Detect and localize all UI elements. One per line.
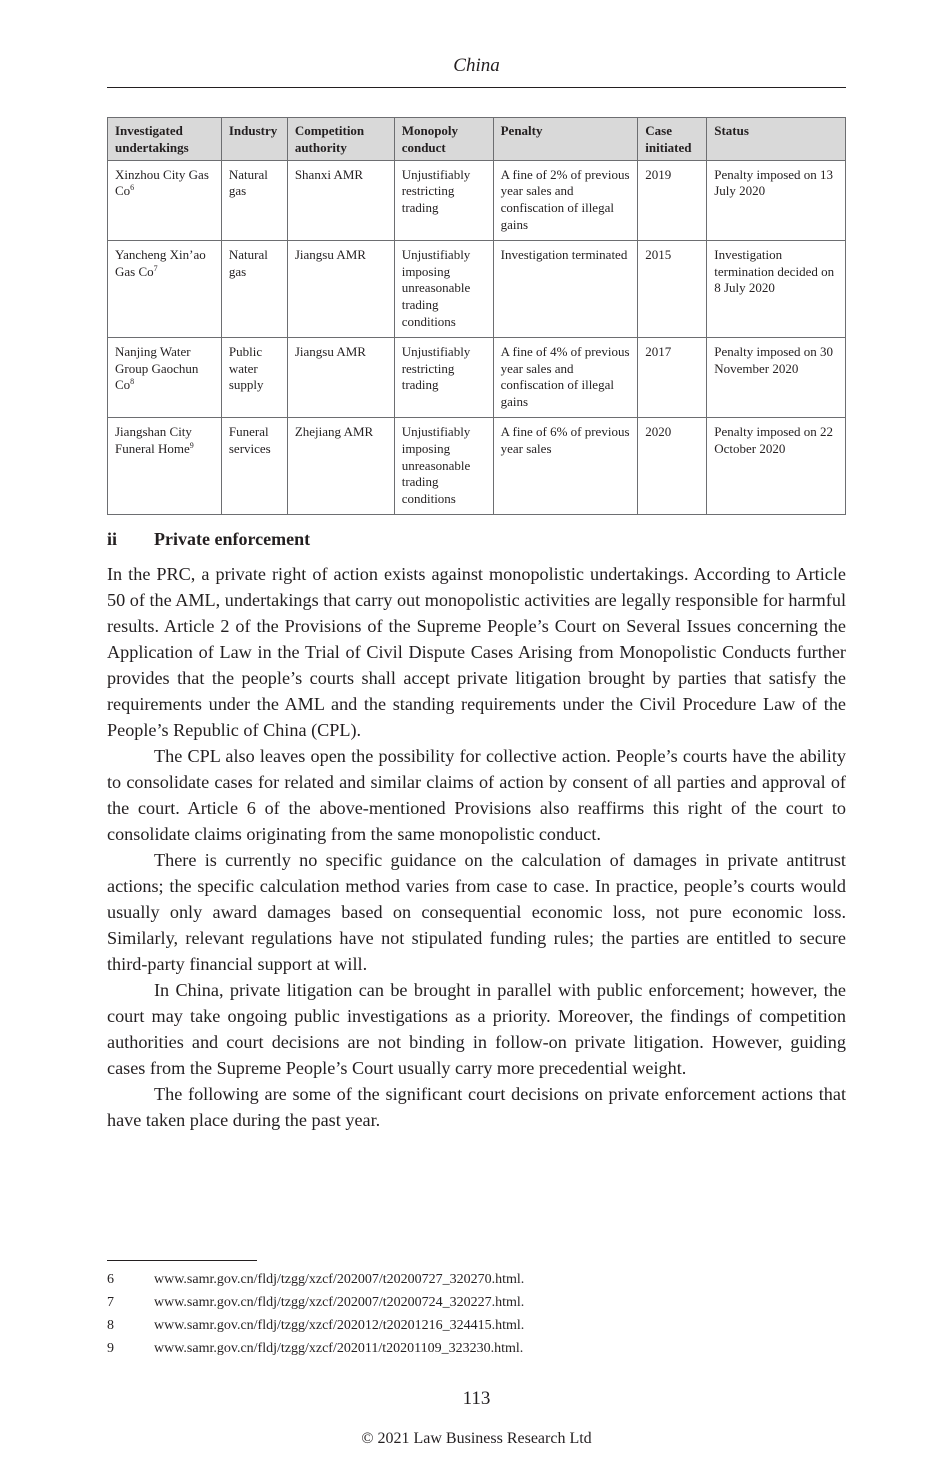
initiated-cell: 2015 (638, 240, 707, 337)
footnote-number: 6 (107, 1272, 114, 1287)
initiated-cell: 2017 (638, 337, 707, 417)
section-title: Private enforcement (154, 529, 311, 549)
status-cell: Investigation termination decided on 8 July 2020 (707, 240, 846, 337)
industry-cell: Natural gas (221, 160, 287, 240)
industry-cell: Public water supply (221, 337, 287, 417)
undertaking-name: Jiangshan City Funeral Home (115, 423, 192, 456)
authority-cell: Jiangsu AMR (287, 240, 394, 337)
paragraph: In China, private litigation can be brought in parallel with public enforcement; however, the court may take ongoing public investigations as a priority. Moreover, the findings of competition authorities and court decisions are not binding in follow-on private litigation. However, guiding cases from the Supreme People’s Court usually carry more precedential weight. (107, 980, 846, 1078)
table-row (108, 240, 846, 337)
footnote-ref[interactable]: 9 (189, 440, 194, 450)
footnote-number: 7 (107, 1295, 114, 1310)
footnote-url[interactable]: www.samr.gov.cn/fldj/tzgg/xzcf/202007/t20200727_320270.html. (154, 1272, 525, 1287)
section-heading (107, 529, 310, 550)
body-text (107, 561, 846, 1133)
undertaking-name: Xinzhou City Gas Co (115, 166, 209, 199)
footnote-url[interactable]: www.samr.gov.cn/fldj/tzgg/xzcf/202012/t20201216_324415.html. (154, 1318, 525, 1333)
footnote (107, 1314, 846, 1337)
undertaking-cell (108, 337, 222, 417)
authority-cell: Shanxi AMR (287, 160, 394, 240)
paragraph: There is currently no specific guidance on the calculation of damages in private antitrust actions; the specific calculation method varies from case to case. In practice, people’s courts would usually only award damages based on consequential economic loss, not pure economic loss. Similarly, relevant regulations have not stipulated funding rules; the parties are entitled to secure third-party financial support at will. (107, 850, 846, 974)
paragraph: The CPL also leaves open the possibility for collective action. People’s courts have the ability to consolidate cases for related and similar claims of action by consent of all parties and approval of the court. Article 6 of the above-mentioned Provisions also reaffirms this right of the court to consolidate claims originating from the same monopolistic conduct. (107, 746, 846, 844)
column-header: Industry (221, 118, 287, 161)
undertaking-cell (108, 417, 222, 514)
section-number: ii (107, 529, 118, 549)
conduct-cell: Unjustifiably imposing unreasonable trading conditions (394, 240, 493, 337)
conduct-cell: Unjustifiably restricting trading (394, 337, 493, 417)
undertaking-cell (108, 160, 222, 240)
industry-cell: Funeral services (221, 417, 287, 514)
footnote-number: 9 (107, 1341, 114, 1356)
running-head: China (453, 55, 500, 76)
table-row (108, 337, 846, 417)
penalty-cell: Investigation terminated (493, 240, 638, 337)
column-header: Monopoly conduct (394, 118, 493, 161)
initiated-cell: 2020 (638, 417, 707, 514)
conduct-cell: Unjustifiably imposing unreasonable trading conditions (394, 417, 493, 514)
penalty-cell: A fine of 4% of previous year sales and confiscation of illegal gains (493, 337, 638, 417)
footnote-ref[interactable]: 8 (130, 377, 135, 387)
footnote-ref[interactable]: 6 (130, 183, 135, 193)
page-number: 113 (462, 1388, 491, 1409)
industry-cell: Natural gas (221, 240, 287, 337)
header-rule (107, 87, 846, 88)
footnote-ref[interactable]: 7 (153, 263, 158, 273)
footnote (107, 1268, 846, 1291)
penalty-cell: A fine of 6% of previous year sales (493, 417, 638, 514)
column-header: Penalty (493, 118, 638, 161)
paragraph: The following are some of the significant court decisions on private enforcement actions that have taken place during the past year. (107, 1084, 846, 1130)
paragraph: In the PRC, a private right of action exists against monopolistic undertakings. According to Article 50 of the AML, undertakings that carry out monopolistic activities are legally responsible for harmful results. Article 2 of the Provisions of the Supreme People’s Court on Several Issues concerning the Application of Law in the Trial of Civil Dispute Cases Arising from Monopolistic Conducts further provides that the people’s courts shall accept private litigation brought by parties that satisfy the requirements under the AML and the standing requirements under the Civil Procedure Law of the People’s Republic of China (CPL). (107, 564, 846, 740)
undertaking-name: Yancheng Xin’ao Gas Co (115, 246, 206, 279)
status-cell: Penalty imposed on 13 July 2020 (707, 160, 846, 240)
undertaking-cell (108, 240, 222, 337)
authority-cell: Jiangsu AMR (287, 337, 394, 417)
column-header: Investigated undertakings (108, 118, 222, 161)
copyright: © 2021 Law Business Research Ltd (361, 1430, 592, 1447)
footnote (107, 1337, 846, 1360)
undertaking-name: Nanjing Water Group Gaochun Co (115, 343, 199, 393)
column-header: Competition authority (287, 118, 394, 161)
table-row (108, 160, 846, 240)
table-header-row (108, 118, 846, 161)
table-row (108, 417, 846, 514)
status-cell: Penalty imposed on 22 October 2020 (707, 417, 846, 514)
footnote-rule (107, 1260, 257, 1261)
footnote-url[interactable]: www.samr.gov.cn/fldj/tzgg/xzcf/202007/t20200724_320227.html. (154, 1295, 525, 1310)
conduct-cell: Unjustifiably restricting trading (394, 160, 493, 240)
column-header: Status (707, 118, 846, 161)
penalty-cell: A fine of 2% of previous year sales and confiscation of illegal gains (493, 160, 638, 240)
column-header: Case initiated (638, 118, 707, 161)
footnote-number: 8 (107, 1318, 114, 1333)
footnotes (107, 1268, 846, 1360)
initiated-cell: 2019 (638, 160, 707, 240)
footnote-url[interactable]: www.samr.gov.cn/fldj/tzgg/xzcf/202011/t20201109_323230.html. (154, 1341, 524, 1356)
status-cell: Penalty imposed on 30 November 2020 (707, 337, 846, 417)
enforcement-cases-table (107, 117, 846, 515)
footnote (107, 1291, 846, 1314)
authority-cell: Zhejiang AMR (287, 417, 394, 514)
